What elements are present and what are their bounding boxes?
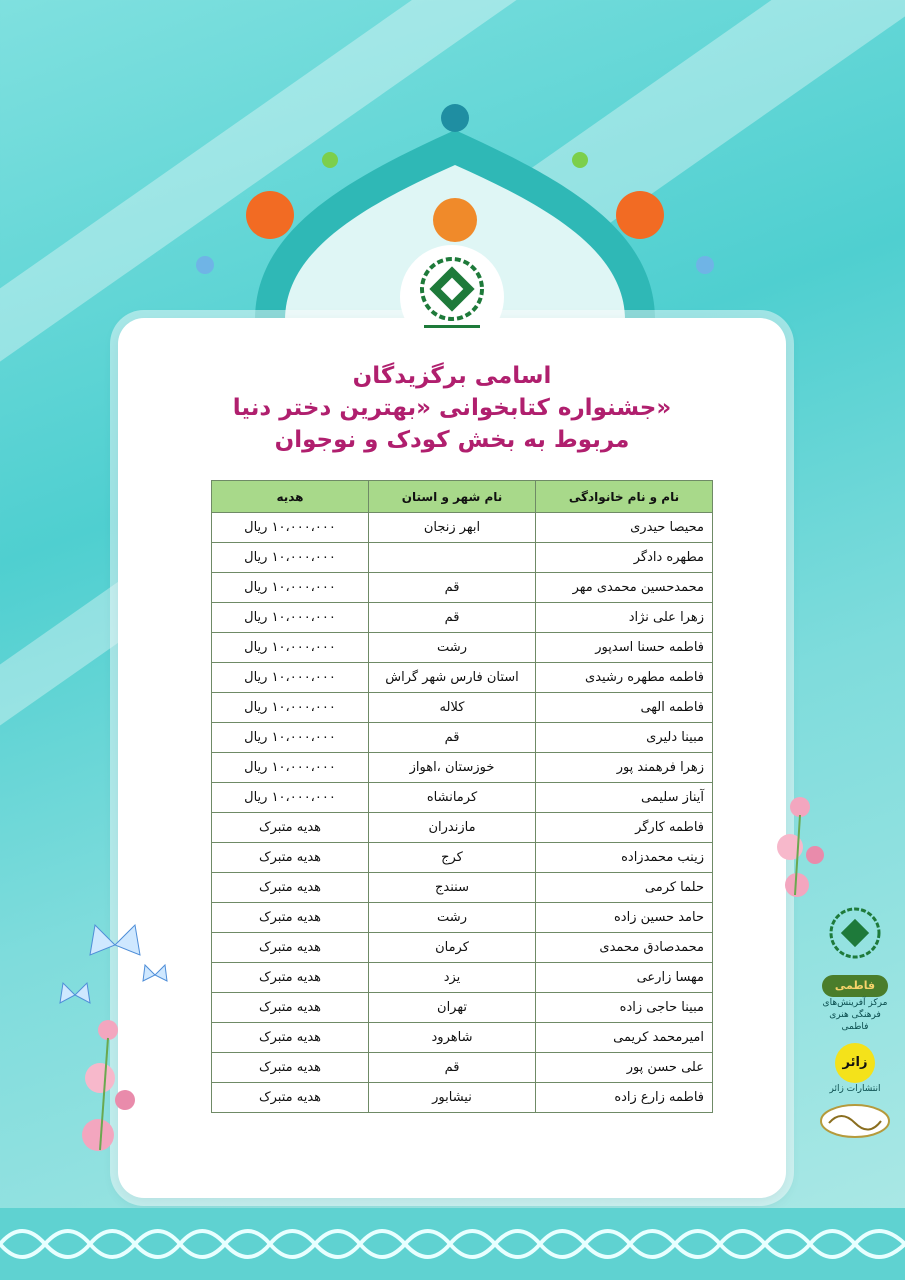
shrine-logo (400, 245, 504, 349)
table-row (212, 663, 713, 693)
cell-name: مبینا دلیری (536, 723, 713, 753)
sponsor-logos (815, 905, 895, 1143)
cell-name: مبینا حاجی زاده (536, 993, 713, 1023)
title-line-2: جشنواره کتابخوانی «بهترین دختر دنیا» (232, 395, 672, 421)
cell-gift: ۱۰،۰۰۰،۰۰۰ ریال (212, 723, 369, 753)
cell-name: فاطمه کارگر (536, 813, 713, 843)
table-row (212, 963, 713, 993)
cell-city: شاهرود (369, 1023, 536, 1053)
cell-city: استان فارس شهر گراش (369, 663, 536, 693)
cell-name: مهسا زارعی (536, 963, 713, 993)
zaer-logo: زائر (835, 1043, 875, 1083)
calligraphy-badge-icon (819, 1103, 891, 1139)
cell-name: حامد حسین زاده (536, 903, 713, 933)
cell-gift: هدیه متبرک (212, 813, 369, 843)
table-row (212, 693, 713, 723)
cell-city: قم (369, 1053, 536, 1083)
cell-city: ابهر زنجان (369, 513, 536, 543)
table-row (212, 1083, 713, 1113)
cell-gift: ۱۰،۰۰۰،۰۰۰ ریال (212, 753, 369, 783)
cell-name: فاطمه مطهره رشیدی (536, 663, 713, 693)
winners-table (211, 480, 713, 1113)
cell-gift: ۱۰،۰۰۰،۰۰۰ ریال (212, 663, 369, 693)
cell-name: فاطمه زارع زاده (536, 1083, 713, 1113)
cell-name: آیناز سلیمی (536, 783, 713, 813)
zaer-caption: انتشارات زائر (829, 1084, 881, 1094)
table-row (212, 813, 713, 843)
table-header-row (212, 481, 713, 513)
title-block (118, 360, 786, 456)
cell-city: یزد (369, 963, 536, 993)
fatemi-caption: مرکز آفرینش‌های فرهنگی هنری فاطمی (822, 998, 888, 1032)
cell-city: تهران (369, 993, 536, 1023)
table-row (212, 513, 713, 543)
table-row (212, 933, 713, 963)
cell-city: قم (369, 573, 536, 603)
cell-gift: هدیه متبرک (212, 873, 369, 903)
cell-name: محمدصادق محمدی (536, 933, 713, 963)
cell-name: زهرا فرهمند پور (536, 753, 713, 783)
cell-gift: ۱۰،۰۰۰،۰۰۰ ریال (212, 573, 369, 603)
cell-gift: ۱۰،۰۰۰،۰۰۰ ریال (212, 693, 369, 723)
butterflies-icon (45, 905, 185, 1015)
cell-gift: هدیه متبرک (212, 963, 369, 993)
cell-city: خوزستان ،اهواز (369, 753, 536, 783)
column-header-name: نام و نام خانوادگی (536, 481, 713, 513)
cell-city: نیشابور (369, 1083, 536, 1113)
roses-left-icon (60, 1010, 150, 1160)
cell-name: فاطمه حسنا اسدپور (536, 633, 713, 663)
cell-gift: ۱۰،۰۰۰،۰۰۰ ریال (212, 603, 369, 633)
table-row (212, 873, 713, 903)
cell-gift: هدیه متبرک (212, 993, 369, 1023)
cell-name: امیرمحمد کریمی (536, 1023, 713, 1053)
cell-name: محمدحسین محمدی مهر (536, 573, 713, 603)
table-row (212, 573, 713, 603)
cell-gift: هدیه متبرک (212, 933, 369, 963)
cell-city: رشت (369, 903, 536, 933)
table-row (212, 543, 713, 573)
column-header-city: نام شهر و استان (369, 481, 536, 513)
cell-city: کرمان (369, 933, 536, 963)
cell-city: رشت (369, 633, 536, 663)
cell-city: قم (369, 723, 536, 753)
cell-name: زهرا علی نژاد (536, 603, 713, 633)
table-row (212, 1023, 713, 1053)
cell-city: سنندج (369, 873, 536, 903)
table-row (212, 903, 713, 933)
cell-city: کرج (369, 843, 536, 873)
table-row (212, 1053, 713, 1083)
shrine-emblem-icon (400, 245, 504, 349)
column-header-gift: هدیه (212, 481, 369, 513)
cell-city: مازندران (369, 813, 536, 843)
bottom-pattern-band (0, 1208, 905, 1280)
cell-gift: ۱۰،۰۰۰،۰۰۰ ریال (212, 633, 369, 663)
title-line-1: اسامی برگزیدگان (352, 363, 552, 389)
cell-gift: هدیه متبرک (212, 843, 369, 873)
cell-gift: ۱۰،۰۰۰،۰۰۰ ریال (212, 513, 369, 543)
table-row (212, 843, 713, 873)
shrine-emblem-icon (825, 905, 885, 965)
cell-name: علی حسن پور (536, 1053, 713, 1083)
roses-right-icon (765, 795, 835, 905)
cell-city: قم (369, 603, 536, 633)
cell-name: فاطمه الهی (536, 693, 713, 723)
cell-gift: هدیه متبرک (212, 1083, 369, 1113)
table-row (212, 633, 713, 663)
cell-city: کلاله (369, 693, 536, 723)
cell-name: محیصا حیدری (536, 513, 713, 543)
cell-gift: هدیه متبرک (212, 1023, 369, 1053)
title-line-3: مربوط به بخش کودک و نوجوان (274, 427, 630, 453)
cell-city: کرمانشاه (369, 783, 536, 813)
cell-name: مطهره دادگر (536, 543, 713, 573)
table-row (212, 753, 713, 783)
cell-gift: هدیه متبرک (212, 903, 369, 933)
table-row (212, 723, 713, 753)
cell-name: زینب محمدزاده (536, 843, 713, 873)
cell-gift: ۱۰،۰۰۰،۰۰۰ ریال (212, 783, 369, 813)
fatemi-logo: فاطمی (822, 975, 888, 997)
table-row (212, 993, 713, 1023)
cell-gift: هدیه متبرک (212, 1053, 369, 1083)
cell-name: حلما کرمی (536, 873, 713, 903)
cell-city (369, 543, 536, 573)
cell-gift: ۱۰،۰۰۰،۰۰۰ ریال (212, 543, 369, 573)
table-row (212, 783, 713, 813)
table-row (212, 603, 713, 633)
